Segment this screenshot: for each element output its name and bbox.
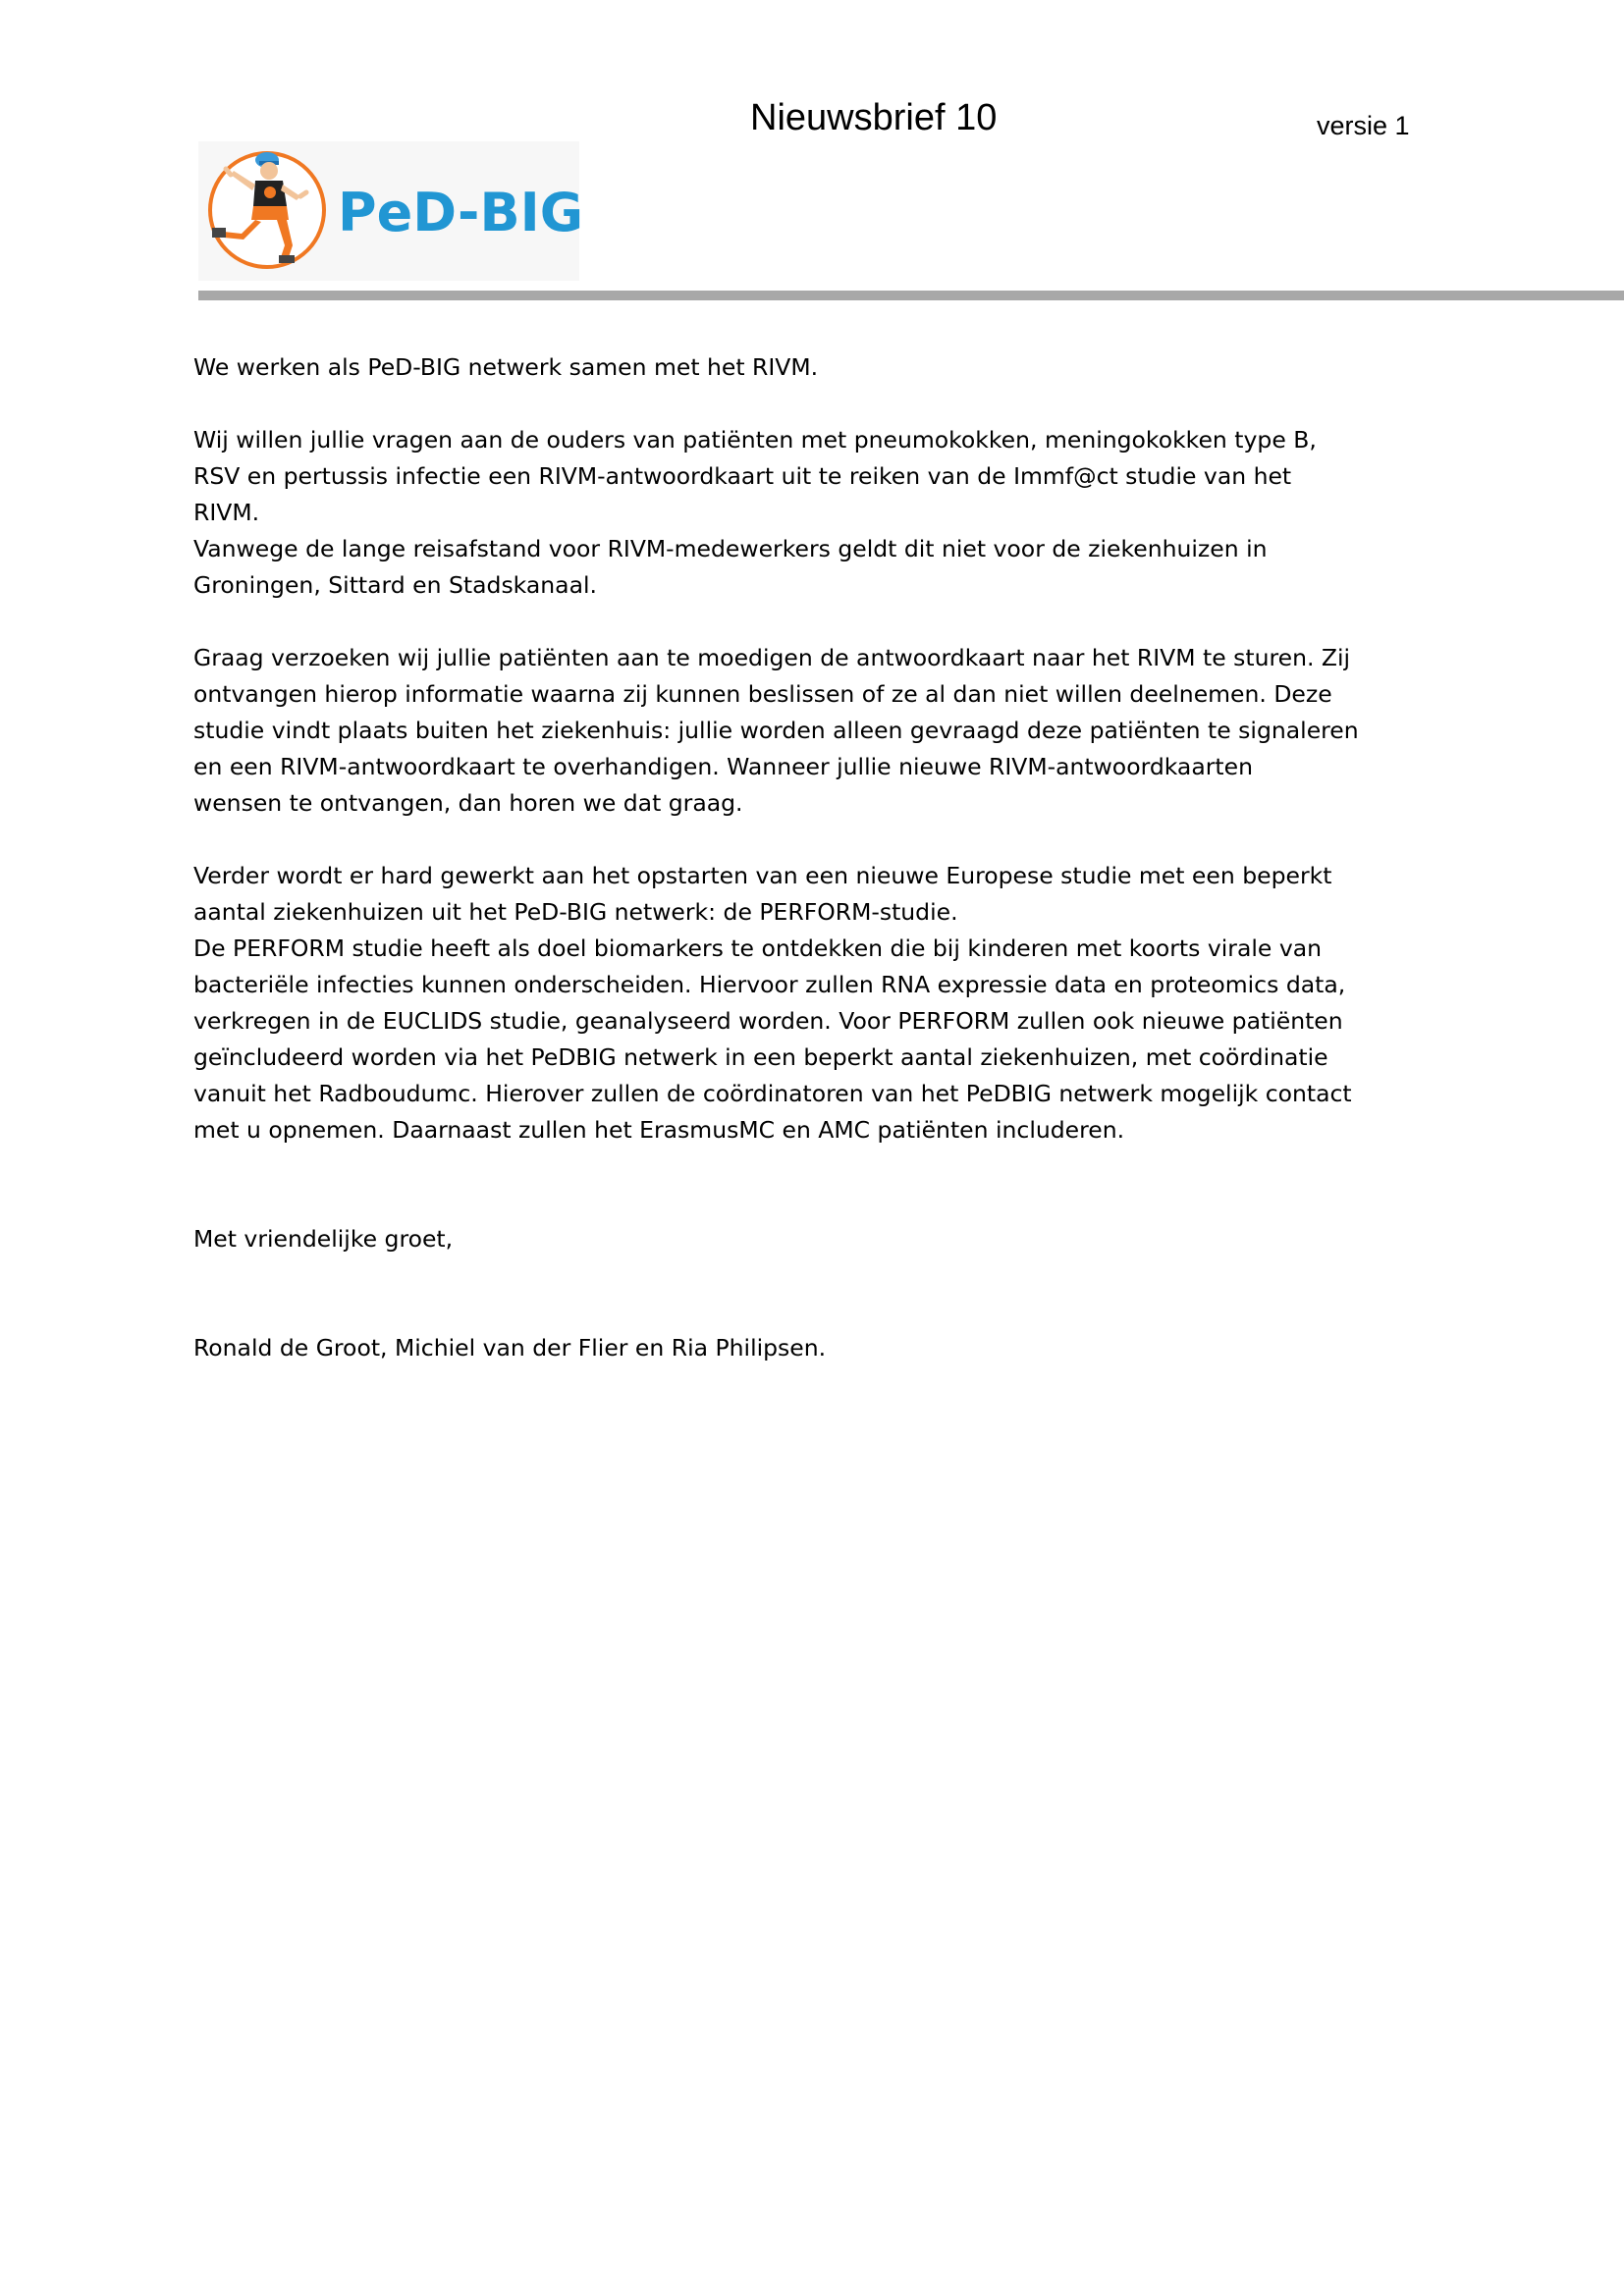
text-line: en een RIVM-antwoordkaart te overhandigen. Wanneer jullie nieuwe RIVM-antwoordkaarten — [193, 753, 1253, 780]
newsletter-title: Nieuwsbrief 10 — [750, 97, 998, 138]
text-line: De PERFORM studie heeft als doel biomarkers te ontdekken die bij kinderen met koorts virale van — [193, 934, 1323, 962]
logo-wordmark: PeD-BIG — [338, 182, 584, 243]
text-line: met u opnemen. Daarnaast zullen het ErasmusMC en AMC patiënten includeren. — [193, 1116, 1125, 1144]
text-line: geïncludeerd worden via het PeDBIG netwerk in een beperkt aantal ziekenhuizen, met coördinatie — [193, 1043, 1328, 1071]
text-line: studie vindt plaats buiten het ziekenhuis: jullie worden alleen gevraagd deze patiënten te signaleren — [193, 717, 1359, 744]
text-line: wensen te ontvangen, dan horen we dat graag. — [193, 789, 743, 817]
letter-body — [193, 349, 1431, 1366]
paragraph — [193, 640, 1431, 822]
text-line: Vanwege de lange reisafstand voor RIVM-medewerkers geldt dit niet voor de ziekenhuizen in — [193, 535, 1268, 562]
text-line: Groningen, Sittard en Stadskanaal. — [193, 571, 597, 599]
version-label: versie 1 — [1317, 111, 1410, 140]
text-line: Graag verzoeken wij jullie patiënten aan te moedigen de antwoordkaart naar het RIVM te sturen. Zij — [193, 644, 1351, 671]
text-line: RIVM. — [193, 499, 260, 526]
paragraph — [193, 349, 1431, 386]
text-line: Wij willen jullie vragen aan de ouders van patiënten met pneumokokken, meningokokken type B, — [193, 426, 1317, 454]
ped-big-logo — [198, 141, 584, 281]
text-line: RSV en pertussis infectie een RIVM-antwoordkaart uit te reiken van de Immf@ct studie van het — [193, 462, 1292, 490]
header-divider — [198, 291, 1624, 300]
text-line: We werken als PeD-BIG netwerk samen met het RIVM. — [193, 353, 819, 381]
text-line: ontvangen hierop informatie waarna zij kunnen beslissen of ze al dan niet willen deelnemen. Deze — [193, 680, 1332, 708]
text-line: Verder wordt er hard gewerkt aan het opstarten van een nieuwe Europese studie met een beperkt — [193, 862, 1332, 889]
closing-salutation: Met vriendelijke groet, — [193, 1225, 454, 1253]
paragraph — [193, 422, 1431, 604]
text-line: bacteriële infecties kunnen onderscheiden. Hiervoor zullen RNA expressie data en proteomics data, — [193, 971, 1346, 998]
text-line: aantal ziekenhuizen uit het PeD-BIG netwerk: de PERFORM-studie. — [193, 898, 958, 926]
text-line: verkregen in de EUCLIDS studie, geanalyseerd worden. Voor PERFORM zullen ook nieuwe patiënten — [193, 1007, 1343, 1035]
text-line: vanuit het Radboudumc. Hierover zullen de coördinatoren van het PeDBIG netwerk mogelijk contact — [193, 1080, 1352, 1107]
paragraph — [193, 858, 1431, 1148]
signature-names: Ronald de Groot, Michiel van der Flier en Ria Philipsen. — [193, 1334, 827, 1362]
